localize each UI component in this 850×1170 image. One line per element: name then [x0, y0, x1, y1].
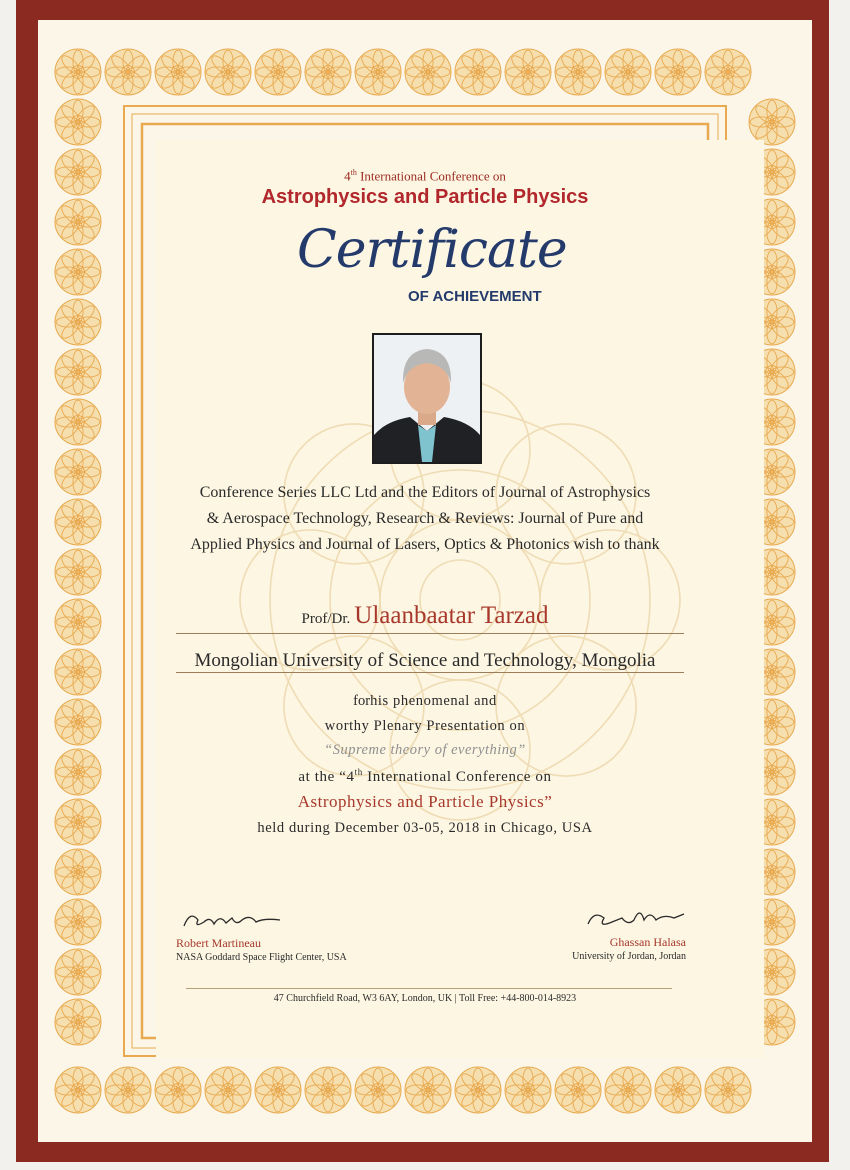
thanks-line: Conference Series LLC Ltd and the Editors of Journal of Astrophysics	[199, 484, 651, 501]
citation-line: worthy Plenary Presentation on	[324, 718, 526, 734]
signature-left	[180, 908, 284, 932]
footer-rule	[186, 988, 672, 989]
conference-edition: 4th International Conference on	[344, 168, 506, 184]
honoree-name: Ulaanbaatar Tarzad	[354, 602, 549, 629]
signatory-organization: University of Jordan, Jordan	[572, 951, 686, 962]
signatory-organization: NASA Goddard Space Flight Center, USA	[176, 952, 347, 963]
thanks-line: & Aerospace Technology, Research & Reviews: Journal of Pure and	[206, 510, 644, 527]
presentation-title: “Supreme theory of everything”	[324, 742, 526, 758]
citation-conference: at the “4th International Conference on	[298, 767, 552, 785]
divider	[176, 672, 684, 673]
certificate-subtitle: OF ACHIEVEMENT	[408, 288, 542, 305]
citation-conference-name: Astrophysics and Particle Physics”	[297, 792, 553, 811]
footer-address: 47 Churchfield Road, W3 6AY, London, UK | Toll Free: +44-800-014-8923	[273, 993, 577, 1004]
honoree-title: Prof/Dr.	[301, 611, 351, 627]
honoree-line	[0, 602, 850, 630]
thanks-line: Applied Physics and Journal of Lasers, Optics & Photonics wish to thank	[190, 536, 660, 553]
event-dates: held during December 03-05, 2018 in Chicago, USA	[257, 820, 593, 836]
signatory-name: Ghassan Halasa	[609, 935, 686, 949]
signatory-name: Robert Martineau	[176, 936, 261, 950]
citation-line: forhis phenomenal and	[353, 693, 497, 709]
divider	[176, 633, 684, 634]
signature-right	[582, 902, 688, 932]
conference-title: Astrophysics and Particle Physics	[261, 186, 589, 208]
honoree-photo	[372, 333, 482, 464]
honoree-affiliation: Mongolian University of Science and Technology, Mongolia	[194, 650, 656, 671]
certificate-title: Certificate	[297, 220, 567, 280]
